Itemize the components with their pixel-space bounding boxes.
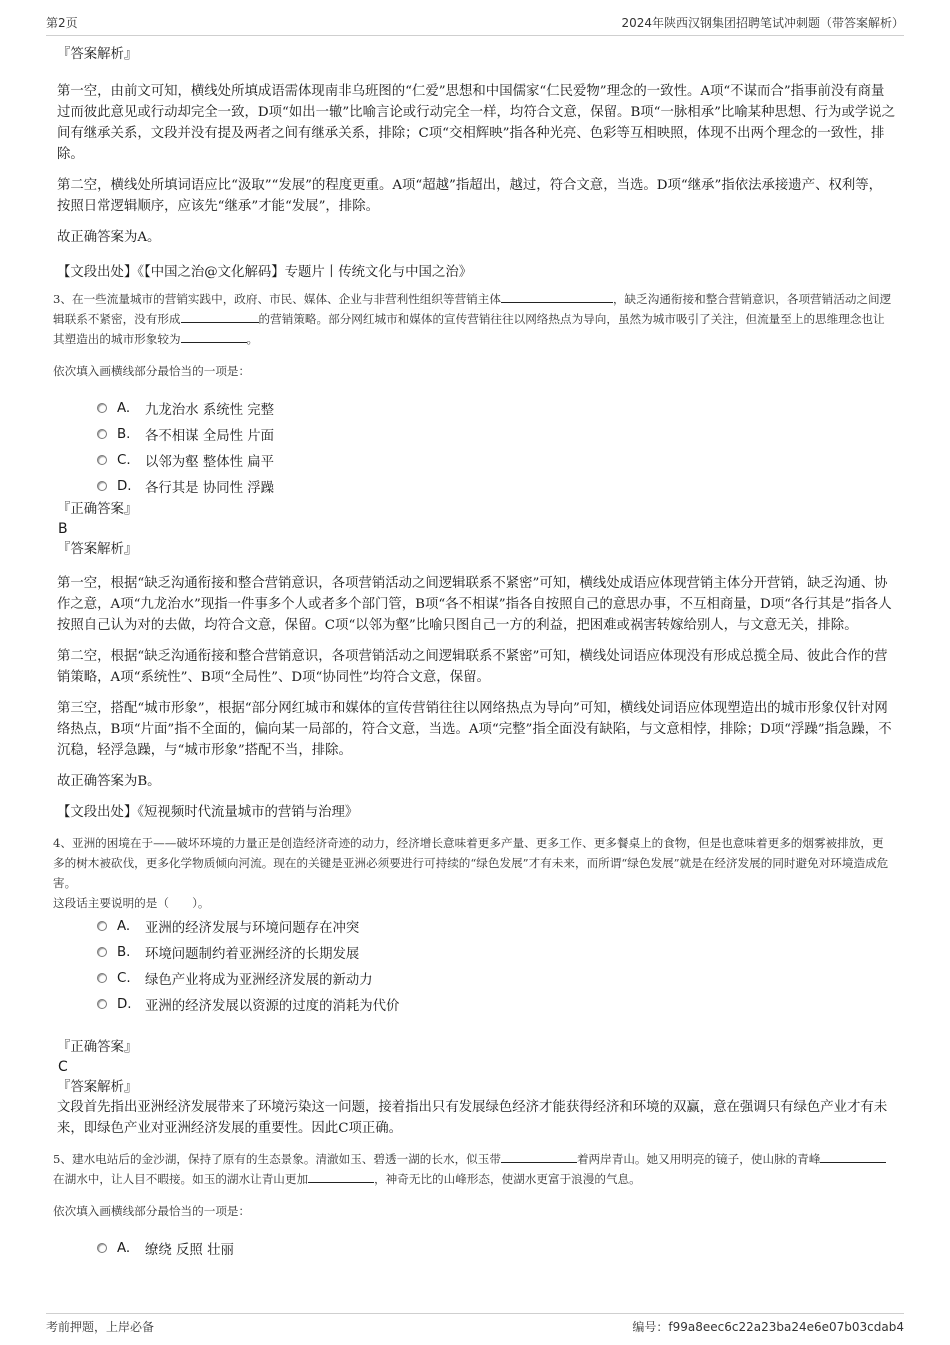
answer-blank	[308, 1170, 374, 1183]
radio-icon[interactable]	[97, 921, 107, 931]
analysis-paragraph: 文段首先指出亚洲经济发展带来了环境污染这一问题，接着指出只有发展绿色经济才能获得经济和环境的双赢，意在强调只有绿色产业才有未来，即绿色产业对亚洲经济发展的重要性。因此C项正确。	[57, 1100, 888, 1136]
analysis-label: 『答案解析』	[57, 1080, 138, 1095]
radio-icon[interactable]	[97, 455, 107, 465]
answer-blank	[501, 290, 613, 303]
conclusion: 故正确答案为A。	[57, 230, 161, 245]
document-id: 编号：f99a8eec6c22a23ba24e6e07b03cdab4	[632, 1320, 904, 1334]
option-b[interactable]: B. 各不相谋 全局性 片面	[97, 421, 895, 447]
radio-icon[interactable]	[97, 1243, 107, 1253]
radio-icon[interactable]	[97, 481, 107, 491]
question-prompt: 依次填入画横线部分最恰当的一项是：	[53, 364, 251, 378]
analysis-label: 『答案解析』	[57, 542, 138, 557]
page-number: 第2页	[46, 16, 78, 30]
page-content	[53, 46, 896, 1261]
correct-answer: B	[58, 521, 68, 537]
analysis-paragraph: 第三空，搭配“城市形象”，根据“部分网红城市和媒体的宣传营销往往以网络热点为导向”可知，横线处词语应体现塑造出的城市形象仅针对网络热点，B项“片面”指不全面的，偏向某一局部的，符合文意，当选。A项“完整”指全面没有缺陷，与文意相悖，排除；D项“浮躁”指急躁，不沉稳，轻浮急躁，与“城市形象”搭配不当，排除。	[57, 701, 892, 758]
page-footer	[46, 1313, 904, 1335]
option-b[interactable]: B. 环境问题制约着亚洲经济的长期发展	[97, 939, 895, 965]
radio-icon[interactable]	[97, 403, 107, 413]
answer-blank	[181, 330, 247, 343]
analysis-paragraph: 第一空，根据“缺乏沟通衔接和整合营销意识，各项营销活动之间逻辑联系不紧密”可知，横线处成语应体现营销主体分开营销，缺乏沟通、协作之意，A项“九龙治水”现指一件事多个人或者多个部门管，B项“各不相谋”指各自按照自己的意思办事，不互相商量，D项“各行其是”指各人按照自己认为对的去做，均符合文意，保留。C项“以邻为壑”比喻只图自己一方的利益，把困难或祸害转嫁给别人，与文意无关，排除。	[57, 576, 892, 633]
footer-slogan: 考前押题，上岸必备	[46, 1320, 155, 1334]
option-a[interactable]: A. 亚洲的经济发展与环境问题存在冲突	[97, 913, 895, 939]
correct-answer-label: 『正确答案』	[57, 1040, 138, 1055]
answer-blank	[501, 1150, 577, 1163]
option-a[interactable]: A. 缭绕 反照 壮丽	[97, 1235, 895, 1261]
source-citation: 【文段出处】《【中国之治@文化解码】专题片丨传统文化与中国之治》	[57, 265, 473, 280]
radio-icon[interactable]	[97, 973, 107, 983]
source-citation: 【文段出处】《短视频时代流量城市的营销与治理》	[57, 805, 359, 820]
analysis-paragraph: 第二空，根据“缺乏沟通衔接和整合营销意识，各项营销活动之间逻辑联系不紧密”可知，横线处词语应体现没有形成总揽全局、彼此合作的营销策略，A项“系统性”、B项“全局性”、D项“协同性”均符合文意，保留。	[57, 649, 888, 685]
options-list	[57, 1235, 895, 1261]
page-header	[46, 14, 904, 36]
radio-icon[interactable]	[97, 429, 107, 439]
radio-icon[interactable]	[97, 999, 107, 1009]
question-stem: 5、建水电站后的金沙湖，保持了原有的生态景象。清澈如玉、碧透一湖的长水，似玉带 着两岸青山。她又用明亮的镜子，使山脉的青峰在湖水中，让人目不暇接。如玉的湖水让青山更加 ，神奇无比的山峰形态，使湖水更富于浪漫的气息。	[53, 1149, 895, 1189]
radio-icon[interactable]	[97, 947, 107, 957]
correct-answer-label: 『正确答案』	[57, 502, 138, 517]
conclusion: 故正确答案为B。	[57, 774, 161, 789]
question-stem: 3、在一些流量城市的营销实践中，政府、市民、媒体、企业与非营利性组织等营销主体 ，缺乏沟通衔接和整合营销意识，各项营销活动之间逻辑联系不紧密，没有形成 的营销策略。部分网红城市和媒体的宣传营销往往以网络热点为导向，虽然为城市吸引了关注，但流量至上的思维理念也让其塑造出的城市形象较为 。	[53, 292, 892, 346]
correct-answer: C	[58, 1059, 68, 1075]
question-prompt: 这段话主要说明的是（ ）。	[53, 896, 210, 910]
option-a[interactable]: A. 九龙治水 系统性 完整	[97, 395, 895, 421]
option-d[interactable]: D. 亚洲的经济发展以资源的过度的消耗为代价	[97, 991, 895, 1017]
question-prompt: 依次填入画横线部分最恰当的一项是：	[53, 1204, 251, 1218]
question-stem: 4、亚洲的困境在于——破坏环境的力量正是创造经济奇迹的动力，经济增长意味着更多产量、更多工作、更多餐桌上的食物，但是也意味着更多的烟雾被排放，更多的树木被砍伐，更多化学物质倾向河流。现在的关键是亚洲必须要进行可持续的“绿色发展”才有未来，而所谓“绿色发展”就是在经济发展的同时避免对环境造成危害。	[53, 836, 889, 890]
analysis-paragraph: 第二空，横线处所填词语应比“汲取”“发展”的程度更重。A项“超越”指超出，越过，符合文意，当选。D项“继承”指依法承接遗产、权利等，按照日常逻辑顺序，应该先“继承”才能“发展”，排除。	[57, 178, 883, 214]
options-list	[57, 395, 895, 499]
answer-blank	[181, 310, 259, 323]
option-d[interactable]: D. 各行其是 协同性 浮躁	[97, 473, 895, 499]
options-list	[57, 913, 895, 1017]
document-title: 2024年陕西汉钢集团招聘笔试冲刺题（带答案解析）	[621, 16, 904, 30]
option-c[interactable]: C. 以邻为壑 整体性 扁平	[97, 447, 895, 473]
analysis-label: 『答案解析』	[57, 47, 138, 62]
option-c[interactable]: C. 绿色产业将成为亚洲经济发展的新动力	[97, 965, 895, 991]
answer-blank	[820, 1150, 886, 1163]
analysis-paragraph: 第一空，由前文可知，横线处所填成语需体现南非乌班图的“仁爱”思想和中国儒家“仁民爱物”理念的一致性。A项“不谋而合”指事前没有商量过而彼此意见或行动却完全一致，D项“如出一辙”比喻言论或行动完全一样，均符合文意，保留。B项“一脉相承”比喻某种思想、行为或学说之间有继承关系，文段并没有提及两者之间有继承关系，排除；C项“交相辉映”指各种光亮、色彩等互相映照，体现不出两个理念的一致性，排除。	[57, 84, 896, 162]
